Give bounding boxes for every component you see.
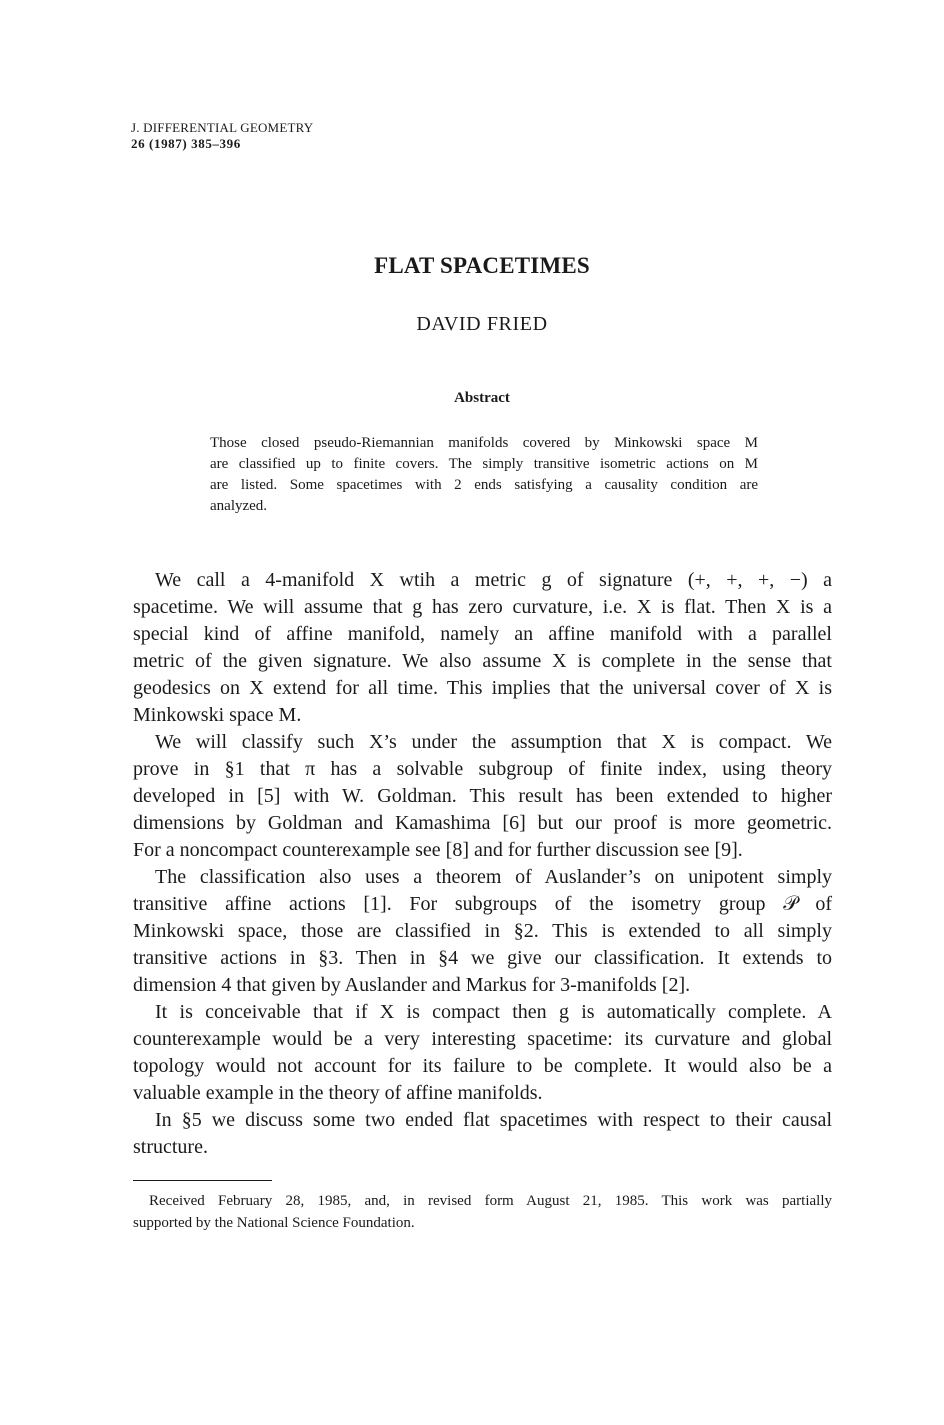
body-line: It is conceivable that if X is compact then g is automatically complete. A xyxy=(155,1001,832,1023)
body-line: In §5 we discuss some two ended flat spacetimes with respect to their causal xyxy=(155,1109,832,1131)
footnote-line: supported by the National Science Foundation. xyxy=(133,1215,415,1231)
footnote-rule xyxy=(133,1180,272,1181)
body-text xyxy=(133,567,832,1161)
body-line: transitive actions in §3. Then in §4 we give our classification. It extends to xyxy=(133,947,832,969)
body-line: dimensions by Goldman and Kamashima [6] but our proof is more geometric. xyxy=(133,812,832,834)
abstract-line: analyzed. xyxy=(210,498,268,514)
body-line: dimension 4 that given by Auslander and Markus for 3-manifolds [2]. xyxy=(133,974,691,996)
body-line: prove in §1 that π has a solvable subgroup of finite index, using theory xyxy=(133,758,832,780)
paper-author: DAVID FRIED xyxy=(416,313,548,335)
body-line: We call a 4-manifold X wtih a metric g of signature (+, +, +, −) a xyxy=(155,569,832,591)
journal-volume: 26 (1987) 385–396 xyxy=(131,136,241,151)
body-line: counterexample would be a very interesting spacetime: its curvature and global xyxy=(133,1028,832,1050)
abstract-line: are listed. Some spacetimes with 2 ends satisfying a causality condition are xyxy=(210,477,758,493)
body-line: geodesics on X extend for all time. This implies that the universal cover of X is xyxy=(133,677,832,699)
abstract-line: are classified up to finite covers. The simply transitive isometric actions on M xyxy=(210,456,758,472)
body-line: Minkowski space, those are classified in §2. This is extended to all simply xyxy=(133,920,832,942)
body-line: transitive affine actions [1]. For subgroups of the isometry group 𝒫 of xyxy=(133,893,832,915)
footnote xyxy=(133,1190,832,1234)
body-line: spacetime. We will assume that g has zero curvature, i.e. X is flat. Then X is a xyxy=(133,596,832,618)
paper-title: FLAT SPACETIMES xyxy=(374,253,590,278)
body-line: metric of the given signature. We also assume X is complete in the sense that xyxy=(133,650,832,672)
body-line: The classification also uses a theorem of Auslander’s on unipotent simply xyxy=(155,866,832,888)
body-line: We will classify such X’s under the assumption that X is compact. We xyxy=(155,731,832,753)
body-line: Minkowski space M. xyxy=(133,704,302,726)
body-line: topology would not account for its failure to be complete. It would also be a xyxy=(133,1055,832,1077)
body-line: structure. xyxy=(133,1136,208,1158)
journal-name: J. DIFFERENTIAL GEOMETRY xyxy=(131,120,314,135)
footnote-line: Received February 28, 1985, and, in revised form August 21, 1985. This work was partially xyxy=(149,1193,832,1209)
body-line: For a noncompact counterexample see [8] and for further discussion see [9]. xyxy=(133,839,743,861)
body-line: special kind of affine manifold, namely an affine manifold with a parallel xyxy=(133,623,832,645)
abstract-text xyxy=(210,433,758,517)
body-line: developed in [5] with W. Goldman. This result has been extended to higher xyxy=(133,785,832,807)
abstract-heading: Abstract xyxy=(454,390,510,406)
abstract-line: Those closed pseudo-Riemannian manifolds covered by Minkowski space M xyxy=(210,435,758,451)
journal-header xyxy=(131,120,313,152)
body-line: valuable example in the theory of affine manifolds. xyxy=(133,1082,543,1104)
